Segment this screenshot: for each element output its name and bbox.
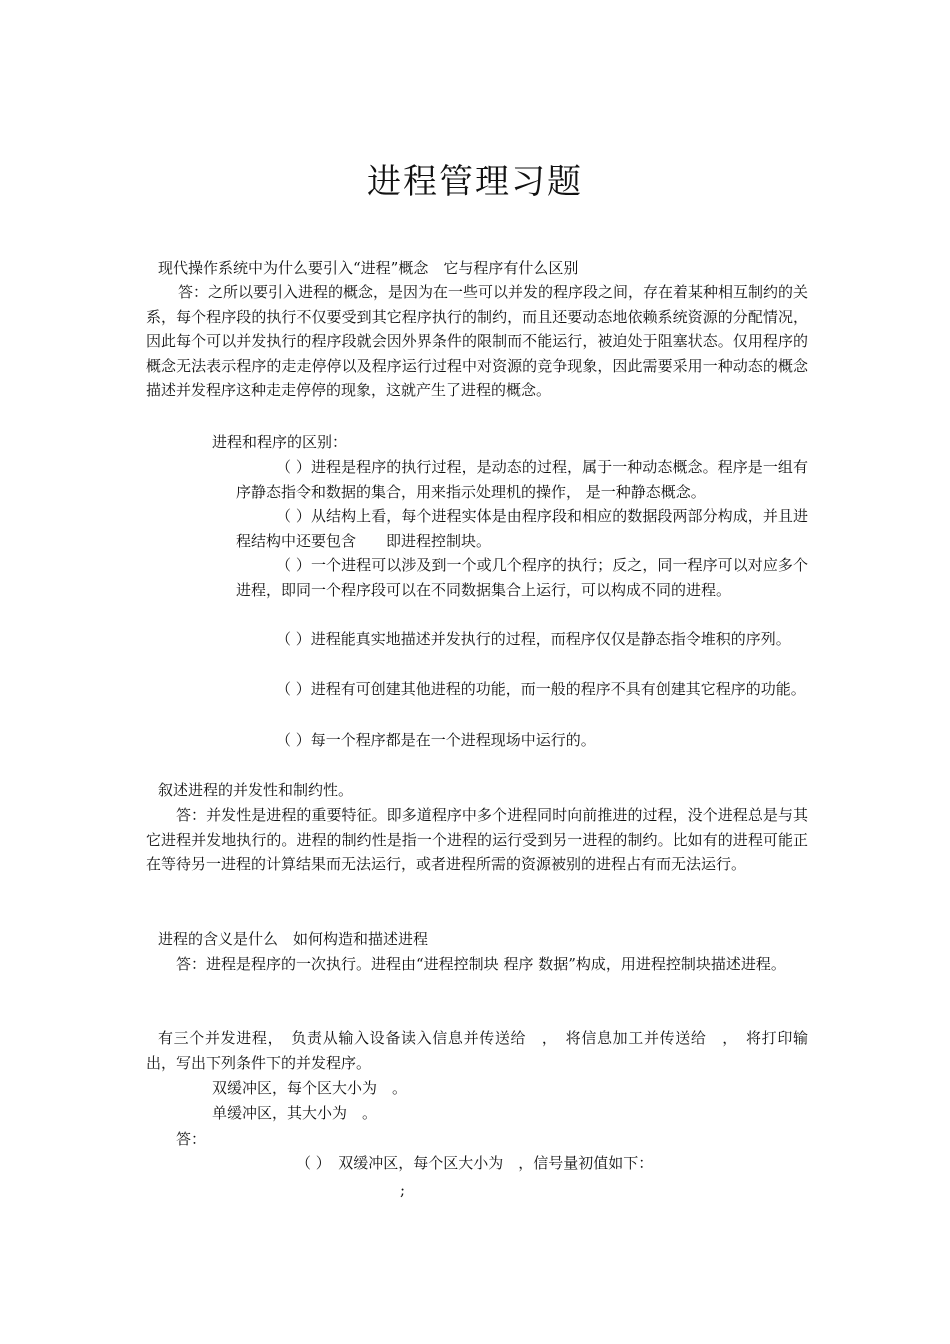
question-4: 有三个并发进程， 负责从输入设备读入信息并传送给 ， 将信息加工并传送给 ， 将打印输出，写出下列条件下的并发程序。	[146, 1029, 808, 1072]
difference-item-5: （ ）进程有可创建其他进程的功能，而一般的程序不具有创建其它程序的功能。	[276, 680, 806, 698]
answer-4-label: 答：	[176, 1130, 207, 1148]
condition-1: 双缓冲区，每个区大小为 。	[212, 1079, 408, 1097]
answer-4-trailing: ;	[400, 1181, 406, 1199]
difference-item-6: （ ）每一个程序都是在一个进程现场中运行的。	[276, 731, 596, 749]
question-2: 叙述进程的并发性和制约性。	[158, 781, 354, 799]
question-3: 进程的含义是什么 如何构造和描述进程	[158, 930, 429, 948]
difference-item-4: （ ）进程能真实地描述并发执行的过程，而程序仅仅是静态指令堆积的序列。	[276, 630, 791, 648]
difference-item-3: （ ）一个进程可以涉及到一个或几个程序的执行；反之，同一程序可以对应多个进程，即同一个程序段可以在不同数据集合上运行，可以构成不同的进程。	[236, 556, 808, 599]
difference-item-2: （ ）从结构上看，每个进程实体是由程序段和相应的数据段两部分构成，并且进程结构中还要包含 即进程控制块。	[236, 507, 808, 550]
answer-1: 答：之所以要引入进程的概念，是因为在一些可以并发的程序段之间，存在着某种相互制约的关系，每个程序段的执行不仅要受到其它程序执行的制约，而且还要动态地依赖系统资源的分配情况，因此每个可以并发执行的程序段就会因外界条件的限制而不能运行，被迫处于阻塞状态。仅用程序的概念无法表示程序的走走停停以及程序运行过程中对资源的竞争现象，因此需要采用一种动态的概念描述并发程序这种走走停停的现象，这就产生了进程的概念。	[146, 283, 809, 399]
difference-item-1: （ ）进程是程序的执行过程，是动态的过程，属于一种动态概念。程序是一组有序静态指令和数据的集合，用来指示处理机的操作， 是一种静态概念。	[236, 458, 808, 501]
page-title: 进程管理习题	[367, 162, 583, 202]
answer-4-line: （ ） 双缓冲区，每个区大小为 ，信号量初值如下：	[296, 1154, 654, 1172]
answer-3: 答：进程是程序的一次执行。进程由“进程控制块 程序 数据”构成，用进程控制块描述进程。	[176, 955, 786, 973]
answer-2: 答：并发性是进程的重要特征。即多道程序中多个进程同时向前推进的过程，没个进程总是与其它进程并发地执行的。进程的制约性是指一个进程的运行受到另一进程的制约。比如有的进程可能正在等待另一进程的计算结果而无法运行，或者进程所需的资源被别的进程占有而无法运行。	[146, 806, 808, 873]
difference-heading: 进程和程序的区别：	[212, 433, 348, 451]
question-1: 现代操作系统中为什么要引入“进程”概念 它与程序有什么区别	[158, 259, 579, 277]
condition-2: 单缓冲区，其大小为 。	[212, 1104, 378, 1122]
